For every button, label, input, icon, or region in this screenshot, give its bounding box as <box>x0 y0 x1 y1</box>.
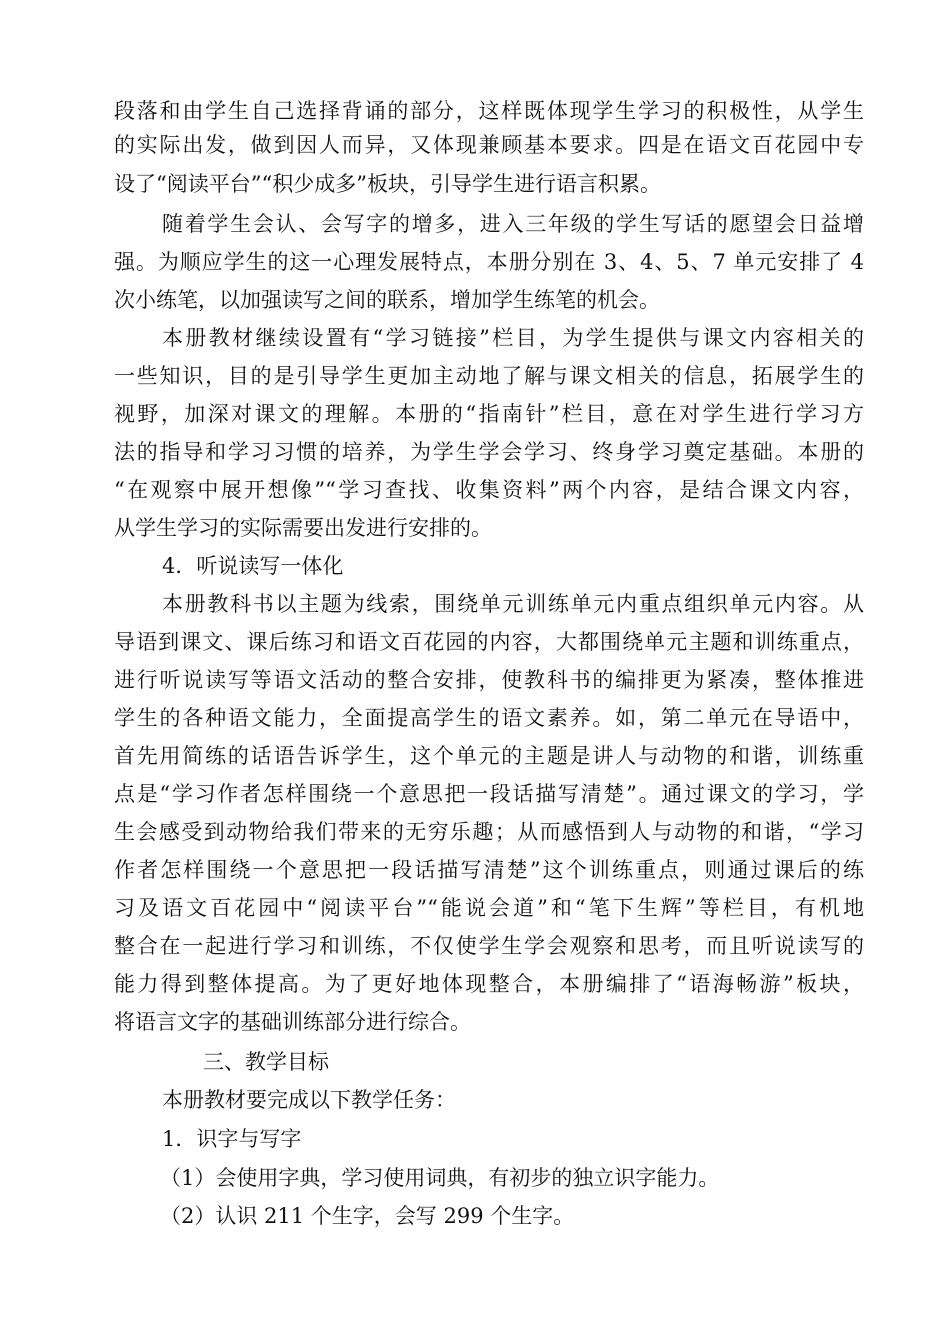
paragraph-line: 整合在一起进行学习和训练，不仅使学生学会观察和思考，而且听说读写的 <box>114 934 864 958</box>
paragraph-line: 次小练笔，以加强读写之间的联系，增加学生练笔的机会。 <box>114 288 660 312</box>
paragraph-line: 随着学生会认、会写字的增多，进入三年级的学生写话的愿望会日益增 <box>162 212 864 236</box>
subsection-heading: 1．识字与写字 <box>162 1127 302 1151</box>
list-item: （1）会使用字典，学习使用词典，有初步的独立识字能力。 <box>160 1166 720 1190</box>
paragraph-line: 从学生学习的实际需要出发进行安排的。 <box>114 516 492 540</box>
paragraph-line: 的实际出发，做到因人而异，又体现兼顾基本要求。四是在语文百花园中专 <box>114 133 864 157</box>
paragraph-line: 习及语文百花园中“阅读平台”“能说会道”和“笔下生辉”等栏目，有机地 <box>114 896 864 920</box>
paragraph-line: 视野，加深对课文的理解。本册的“指南针”栏目，意在对学生进行学习方 <box>114 402 864 426</box>
paragraph-line: 首先用简练的话语告诉学生，这个单元的主题是讲人与动物的和谐，训练重 <box>114 744 864 768</box>
paragraph-line: 能力得到整体提高。为了更好地体现整合，本册编排了“语海畅游”板块， <box>114 972 864 996</box>
paragraph-line: 段落和由学生自己选择背诵的部分，这样既体现学生学习的积极性，从学生 <box>114 99 864 123</box>
list-item: （2）认识 211 个生字，会写 299 个生字。 <box>160 1204 575 1228</box>
paragraph-line: 本册教材继续设置有“学习链接”栏目，为学生提供与课文内容相关的 <box>162 326 864 350</box>
paragraph-line: 设了“阅读平台”“积少成多”板块，引导学生进行语言积累。 <box>114 172 661 196</box>
paragraph-line: 法的指导和学习习惯的培养，为学生学会学习、终身学习奠定基础。本册的 <box>114 440 864 464</box>
paragraph-line: 将语言文字的基础训练部分进行综合。 <box>114 1010 471 1034</box>
paragraph-line: 一些知识，目的是引导学生更加主动地了解与课文相关的信息，拓展学生的 <box>114 364 864 388</box>
paragraph-line: 生会感受到动物给我们带来的无穷乐趣；从而感悟到人与动物的和谐，“学习 <box>114 820 864 844</box>
paragraph-line: 作者怎样围绕一个意思把一段话描写清楚”这个训练重点，则通过课后的练 <box>114 858 864 882</box>
section-heading: 三、教学目标 <box>203 1050 329 1074</box>
paragraph-line: “在观察中展开想像”“学习查找、收集资料”两个内容，是结合课文内容， <box>114 478 864 502</box>
paragraph-line: 本册教科书以主题为线索，围绕单元训练单元内重点组织单元内容。从 <box>162 592 864 616</box>
paragraph-line: 强。为顺应学生的这一心理发展特点，本册分别在 3、4、5、7 单元安排了 4 <box>114 250 864 274</box>
section-heading: 4．听说读写一体化 <box>162 554 344 578</box>
paragraph-line: 学生的各种语文能力，全面提高学生的语文素养。如，第二单元在导语中， <box>114 706 864 730</box>
paragraph-line: 点是“学习作者怎样围绕一个意思把一段话描写清楚”。通过课文的学习，学 <box>114 782 864 806</box>
paragraph-line: 导语到课文、课后练习和语文百花园的内容，大都围绕单元主题和训练重点， <box>114 630 864 654</box>
paragraph-line: 本册教材要完成以下教学任务： <box>162 1088 456 1112</box>
paragraph-line: 进行听说读写等语文活动的整合安排，使教科书的编排更为紧凑，整体推进 <box>114 668 864 692</box>
